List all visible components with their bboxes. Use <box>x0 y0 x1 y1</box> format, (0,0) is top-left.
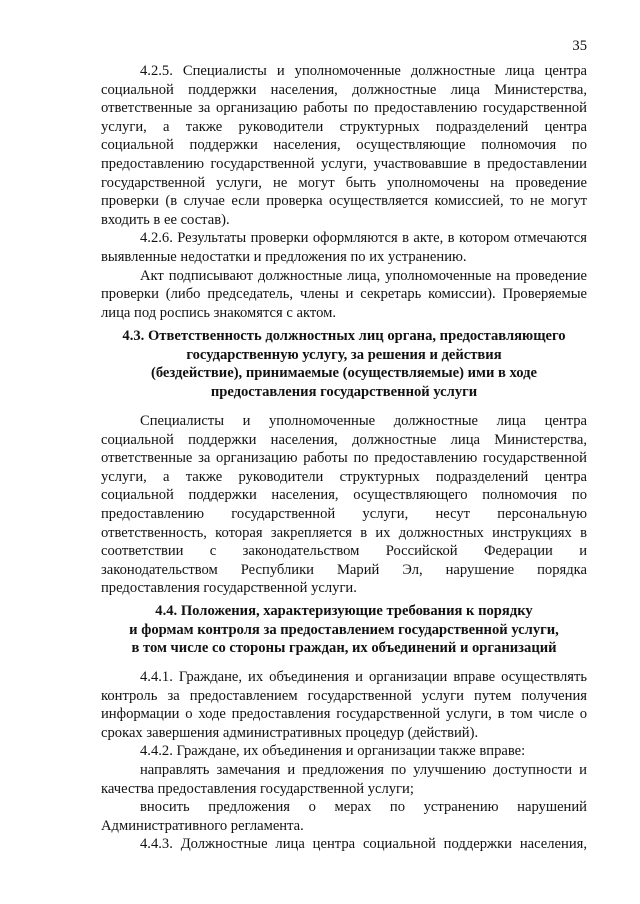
paragraph-4-2-6: 4.2.6. Результаты проверки оформляются в акте, в котором отмечаются выявленные недостатки и предложения по их устранению. <box>101 230 587 265</box>
paragraph-4-4-1: 4.4.1. Граждане, их объединения и организации вправе осуществлять контроль за предоставлением государственной услуги путем получения информации о ходе предоставления государственной услуги, в том числе о сроках завершения административных процедур (действий). <box>101 669 587 741</box>
heading-4-4-line-1: 4.4. Положения, характеризующие требования к порядку <box>155 603 533 619</box>
page-number: 35 <box>572 38 587 54</box>
heading-4-3-line-2: государственную услугу, за решения и действия <box>186 346 502 363</box>
heading-4-3-line-3: (бездействие), принимаемые (осуществляемые) ими в ходе <box>150 365 538 382</box>
paragraph-responsibility: Специалисты и уполномоченные должностные лица центра социальной поддержки населения, должностные лица Министерства, ответственные за организацию работы по предоставлению государственной услуги, а также руководители структурных подразделений центра социальной поддержки населения, осуществляющего полномочия по предоставлению государственной услуги, несут персональную ответственность, которая закрепляется в их должностных инструкциях в соответствии с законодательством Российской Федерации и законодательством Республики Марий Эл, нарушение порядка предоставления государственной услуги. <box>101 413 587 597</box>
heading-4-4 <box>101 602 587 658</box>
paragraph-4-4-2-remarks: направлять замечания и предложения по улучшению доступности и качества предоставления государственной услуги; <box>101 761 587 797</box>
section-4-2-5-4-2-6 <box>101 62 587 322</box>
heading-4-4-line-3: в том числе со стороны граждан, их объединений и организаций <box>131 640 557 657</box>
section-4-4-body <box>101 668 587 854</box>
paragraph-4-4-2-proposals: вносить предложения о мерах по устранению нарушений Административного регламента. <box>101 799 587 834</box>
paragraph-act-signing: Акт подписывают должностные лица, уполномоченные на проведение проверки (либо председатель, члены и секретарь комиссии). Проверяемые лица под роспись знакомятся с актом. <box>101 267 587 321</box>
section-4-3-body <box>101 412 587 598</box>
paragraph-4-4-2: 4.4.2. Граждане, их объединения и организации также вправе: <box>140 743 526 760</box>
heading-4-3 <box>101 327 587 401</box>
heading-4-4-line-2: и формам контроля за предоставлением государственной услуги, <box>129 621 559 638</box>
heading-4-3-line-1: 4.3. Ответственность должностных лиц органа, предоставляющего <box>122 328 566 344</box>
paragraph-4-4-3: 4.4.3. Должностные лица центра социальной поддержки населения, <box>140 836 587 853</box>
heading-4-3-line-4: предоставления государственной услуги <box>210 383 478 400</box>
paragraph-4-2-5: 4.2.5. Специалисты и уполномоченные должностные лица центра социальной поддержки населения, должностные лица Министерства, ответственные за организацию работы по предоставлению государственной услуги, а также руководители структурных подразделений центра социальной поддержки населения, осуществляющие полномочия по предоставлению государственной услуги, участвовавшие в предоставлении государственной услуги, не могут быть уполномочены на проведение проверки (в случае если проверка осуществляется комиссией, то не могут входить в ее состав). <box>101 63 587 228</box>
